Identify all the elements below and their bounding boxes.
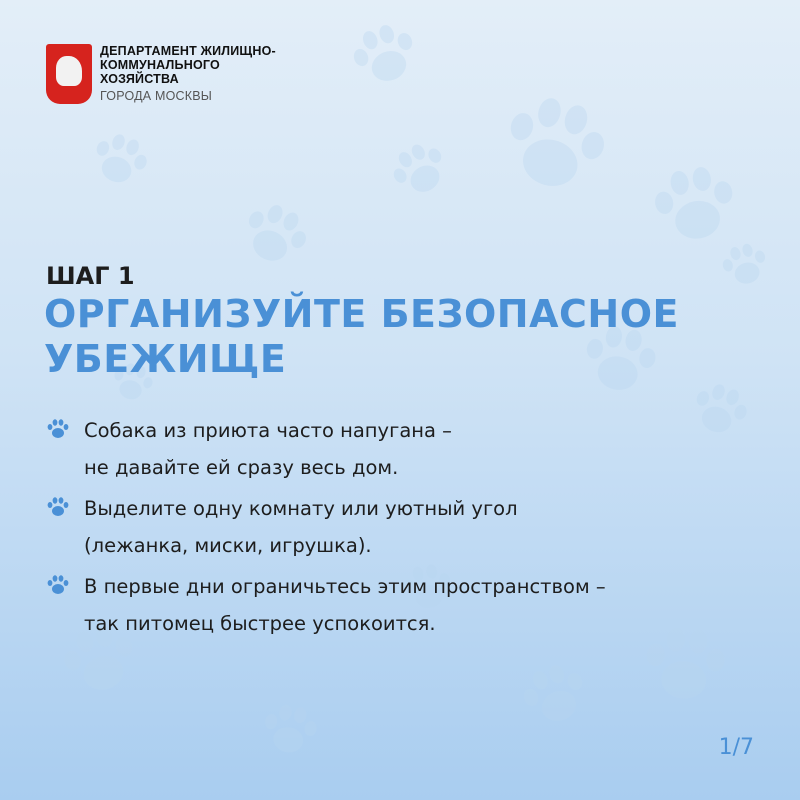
item-text: не давайте ей сразу весь дом. [84, 456, 399, 479]
background-paw-icon [636, 616, 734, 714]
slide-title [44, 292, 679, 382]
logo-city: ГОРОДА МОСКВЫ [100, 89, 213, 103]
background-paw-icon [82, 122, 159, 199]
item-text: так питомец быстрее успокоится. [84, 612, 436, 635]
item-text: (лежанка, миски, игрушка). [84, 534, 372, 557]
list-item [46, 412, 606, 486]
logo-line: ДЕПАРТАМЕНТ ЖИЛИЩНО- [100, 44, 276, 58]
list-item [46, 490, 606, 564]
item-text: Выделите одну комнату или уютный угол [84, 497, 518, 520]
paw-icon [46, 418, 70, 440]
logo-line: ХОЗЯЙСТВА [100, 72, 179, 86]
title-line: УБЕЖИЩЕ [44, 337, 287, 381]
background-paw-icon [228, 188, 321, 281]
title-line: ОРГАНИЗУЙТЕ БЕЗОПАСНОЕ [44, 292, 679, 336]
item-text: Собака из приюта часто напугана – [84, 419, 452, 442]
step-label: ШАГ 1 [46, 262, 135, 290]
page-indicator: 1/7 [718, 735, 754, 760]
background-paw-icon [255, 695, 325, 765]
logo [46, 44, 276, 104]
background-paw-icon [340, 10, 430, 100]
logo-line: КОММУНАЛЬНОГО [100, 58, 220, 72]
list-item [46, 568, 606, 642]
moscow-coat-of-arms-icon [46, 44, 92, 104]
background-paw-icon [379, 129, 461, 211]
tips-list [46, 412, 606, 646]
item-text: В первые дни ограничьтесь этим пространством – [84, 575, 606, 598]
background-paw-icon [488, 78, 623, 213]
paw-icon [46, 574, 70, 596]
background-paw-icon [510, 650, 600, 740]
paw-icon [46, 496, 70, 518]
background-paw-icon [682, 372, 759, 449]
